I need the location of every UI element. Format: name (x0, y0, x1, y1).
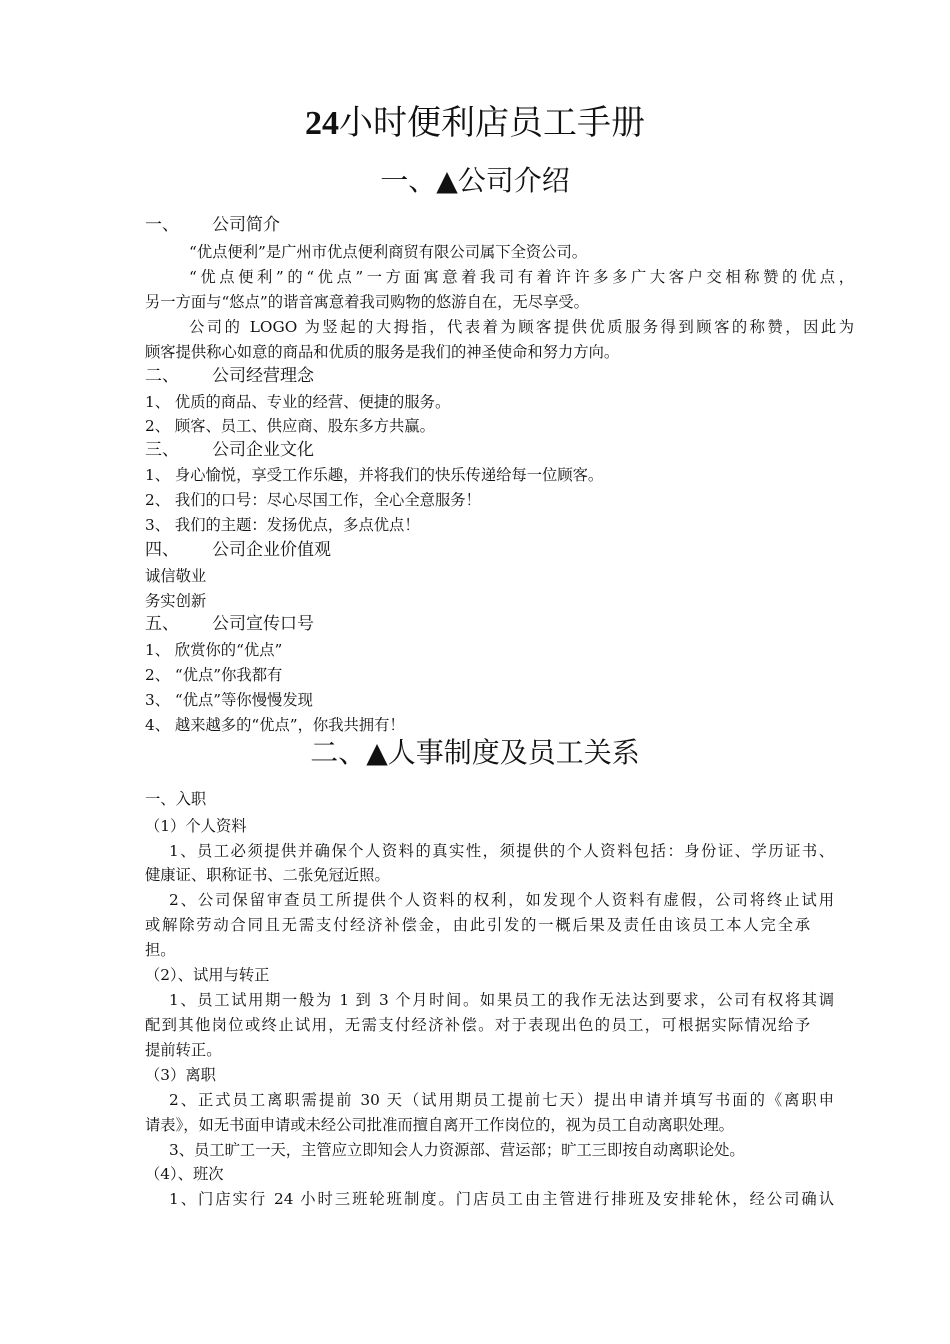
paragraph-line: 1、门店实行 24 小时三班轮班制度。门店员工由主管进行排班及安排轮休，经公司确认 (169, 1190, 834, 1208)
list-item: 2、 我们的口号：尽心尽国工作，全心全意服务！ (145, 491, 481, 509)
heading-company-intro: 一、 公司简介 (145, 215, 280, 235)
subheading-resignation: （3）离职 (145, 1066, 216, 1084)
part1-title: 一、▲公司介绍 (380, 164, 570, 197)
part2-title: 二、▲人事制度及员工关系 (310, 736, 640, 769)
paragraph-line: 配到其他岗位或终止试用，无需支付经济补偿。对于表现出色的员工，可根据实际情况给予 (145, 1016, 810, 1034)
title-text: 小时便利店员工手册 (339, 103, 645, 143)
subheading-probation: （2）、试用与转正 (145, 966, 270, 984)
list-item: 1、 欣赏你的“优点” (145, 641, 283, 659)
heading-business-philosophy: 二、 公司经营理念 (145, 366, 314, 386)
paragraph-line: 顾客提供称心如意的商品和优质的服务是我们的神圣使命和努力方向。 (145, 343, 620, 361)
paragraph-line: “优点便利”是广州市优点便利商贸有限公司属下全资公司。 (189, 243, 588, 261)
list-item: 2、 顾客、员工、供应商、股东多方共赢。 (145, 417, 435, 435)
paragraph-line: 2、公司保留审查员工所提供个人资料的权利，如发现个人资料有虚假，公司将终止试用 (169, 891, 834, 909)
paragraph-line: 2、正式员工离职需提前 30 天（试用期员工提前七天）提出申请并填写书面的《离职申 (169, 1091, 834, 1109)
paragraph-line: 1、员工必须提供并确保个人资料的真实性，须提供的个人资料包括：身份证、学历证书、 (169, 842, 834, 860)
paragraph-line: 1、员工试用期一般为 1 到 3 个月时间。如果员工的我作无法达到要求，公司有权将其调 (169, 991, 834, 1009)
list-item: 4、 越来越多的“优点”，你我共拥有！ (145, 716, 405, 734)
list-item: 2、 “优点”你我都有 (145, 666, 283, 684)
heading-slogans: 五、 公司宣传口号 (145, 614, 314, 634)
list-item: 3、 我们的主题：发扬优点，多点优点！ (145, 516, 420, 534)
paragraph-line: 担。 (145, 941, 176, 959)
heading-corporate-culture: 三、 公司企业文化 (145, 440, 314, 460)
paragraph-line: 另一方面与“悠点”的谐音寓意着我司购物的悠游自在，无尽享受。 (145, 293, 589, 311)
list-item: 诚信敬业 (145, 567, 207, 585)
subheading-shifts: （4）、班次 (145, 1165, 224, 1183)
paragraph-line: 健康证、职称证书、二张免冠近照。 (145, 866, 390, 884)
list-item: 3、 “优点”等你慢慢发现 (145, 691, 313, 709)
document-title (0, 98, 950, 149)
heading-onboarding: 一、入职 (145, 790, 207, 808)
paragraph-line: 或解除劳动合同且无需支付经济补偿金，由此引发的一概后果及责任由该员工本人完全承 (145, 916, 810, 934)
list-item: 1、 身心愉悦，享受工作乐趣，并将我们的快乐传递给每一位顾客。 (145, 466, 604, 484)
subheading-personal-info: （1）个人资料 (145, 817, 247, 835)
paragraph-line: 请表》，如无书面申请或未经公司批准而擅自离开工作岗位的，视为员工自动离职处理。 (145, 1116, 734, 1134)
list-item: 务实创新 (145, 592, 207, 610)
paragraph-line: “优点便利”的“优点”一方面寓意着我司有着许许多多广大客户交相称赞的优点， (189, 268, 854, 286)
heading-corporate-values: 四、 公司企业价值观 (145, 540, 331, 560)
title-number: 24 (305, 105, 339, 142)
list-item: 1、 优质的商品、专业的经营、便捷的服务。 (145, 393, 451, 411)
paragraph-line: 公司的 LOGO 为竖起的大拇指，代表着为顾客提供优质服务得到顾客的称赞，因此为 (189, 318, 854, 336)
paragraph-line: 提前转正。 (145, 1041, 222, 1059)
paragraph-line: 3、员工旷工一天，主管应立即知会人力资源部、营运部；旷工三即按自动离职论处。 (169, 1141, 745, 1159)
